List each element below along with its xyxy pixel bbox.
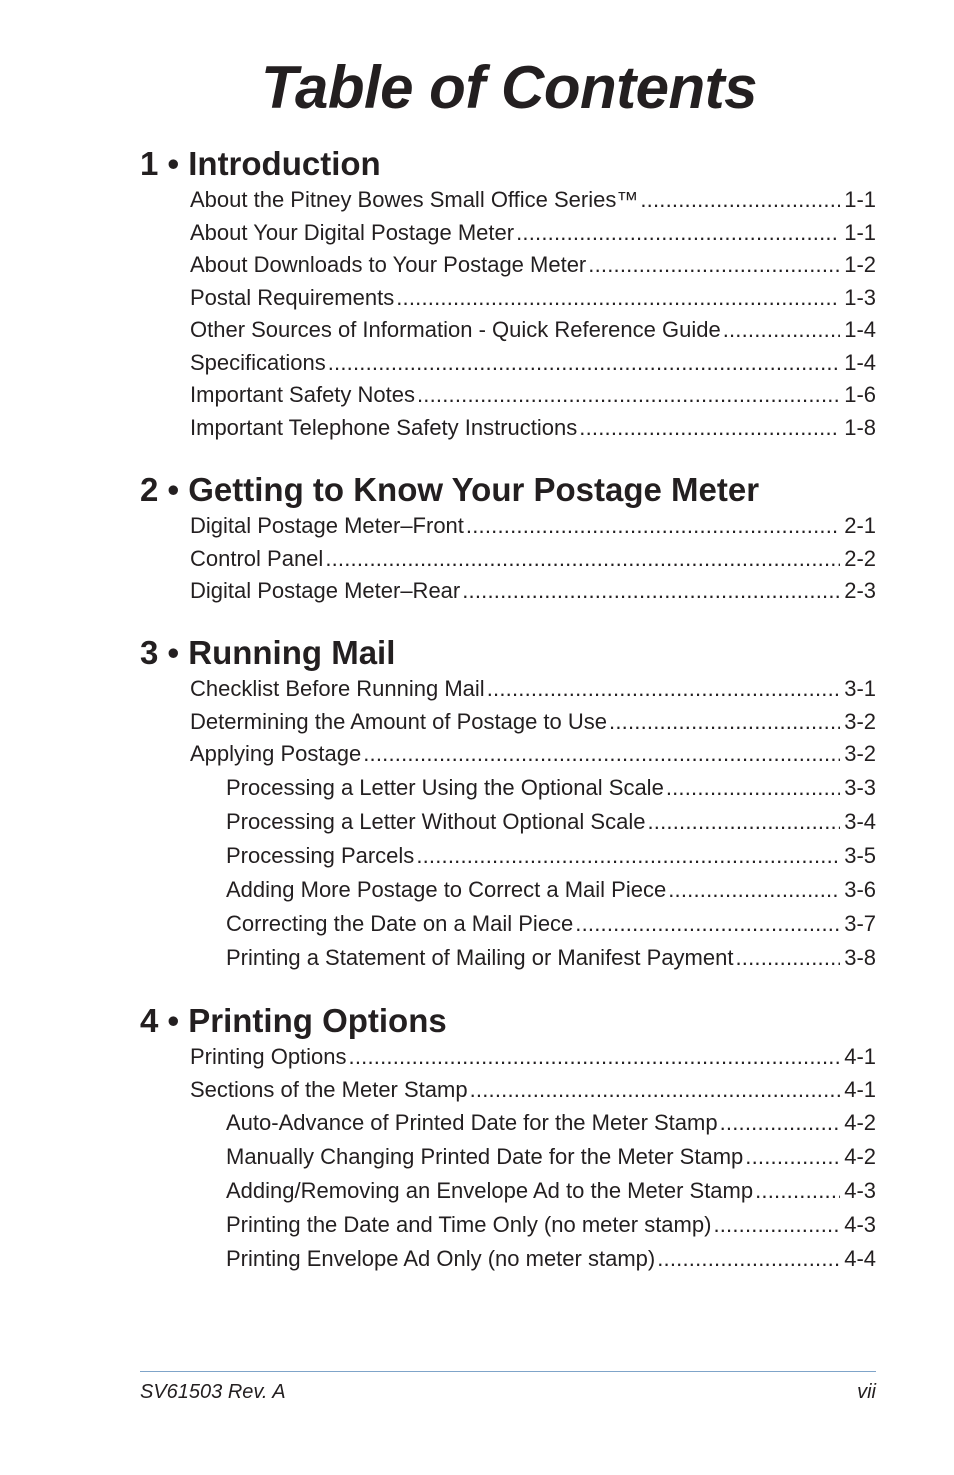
entry-label: Postal Requirements bbox=[190, 284, 395, 310]
dot-leader bbox=[723, 314, 841, 347]
toc-subentry[interactable] bbox=[140, 907, 876, 941]
section-heading: 2 • Getting to Know Your Postage Meter bbox=[140, 471, 760, 508]
entry-page-number: 1-4 bbox=[844, 349, 876, 375]
dot-leader bbox=[466, 510, 840, 543]
entry-page-number: 1-1 bbox=[844, 219, 876, 245]
toc-entry[interactable] bbox=[140, 412, 876, 445]
entry-page-number: 1-8 bbox=[844, 414, 876, 440]
entry-page-number: 4-3 bbox=[844, 1212, 876, 1237]
toc-entry[interactable] bbox=[140, 575, 876, 608]
entry-page-number: 2-2 bbox=[844, 545, 876, 571]
entry-page-number: 1-1 bbox=[844, 187, 876, 212]
toc-entry[interactable] bbox=[140, 706, 876, 739]
entry-page-number: 4-1 bbox=[844, 1076, 876, 1102]
toc-entry[interactable] bbox=[140, 543, 876, 576]
entry-page-number: 3-4 bbox=[844, 808, 876, 834]
dot-leader bbox=[713, 1208, 840, 1242]
entry-page-number: 2-1 bbox=[844, 513, 876, 538]
dot-leader bbox=[575, 907, 840, 941]
entry-page-number: 4-1 bbox=[844, 1044, 876, 1069]
toc-list bbox=[140, 673, 876, 975]
dot-leader bbox=[328, 347, 840, 380]
dot-leader bbox=[396, 282, 840, 315]
toc-subentry[interactable] bbox=[140, 805, 876, 839]
toc-subentry[interactable] bbox=[140, 1174, 876, 1208]
toc-list bbox=[140, 184, 876, 444]
dot-leader bbox=[609, 706, 840, 739]
entry-page-number: 4-2 bbox=[844, 1144, 876, 1169]
dot-leader bbox=[735, 941, 840, 975]
entry-label: Manually Changing Printed Date for the Meter Stamp bbox=[226, 1144, 744, 1169]
toc-subentry[interactable] bbox=[140, 839, 876, 873]
entry-page-number: 1-4 bbox=[844, 317, 876, 342]
entry-label: Processing a Letter Using the Optional Scale bbox=[226, 774, 664, 800]
dot-leader bbox=[745, 1140, 840, 1174]
toc-subentry[interactable] bbox=[140, 1140, 876, 1174]
toc-entry[interactable] bbox=[140, 184, 876, 217]
entry-label: Determining the Amount of Postage to Use bbox=[190, 708, 608, 734]
entry-label: Correcting the Date on a Mail Piece bbox=[226, 910, 574, 936]
entry-label: Important Telephone Safety Instructions bbox=[190, 414, 578, 440]
entry-label: Important Safety Notes bbox=[190, 382, 415, 407]
toc-entry[interactable] bbox=[140, 217, 876, 250]
toc-entry[interactable] bbox=[140, 314, 876, 347]
toc-subentry[interactable] bbox=[140, 1208, 876, 1242]
toc-section-printing-options bbox=[140, 1001, 876, 1276]
toc-entry[interactable] bbox=[140, 1041, 876, 1074]
entry-label: Control Panel bbox=[190, 545, 324, 571]
entry-page-number: 3-7 bbox=[844, 910, 876, 936]
entry-label: Digital Postage Meter–Rear bbox=[190, 578, 461, 603]
toc-entry[interactable] bbox=[140, 282, 876, 315]
entry-label: About the Pitney Bowes Small Office Series™ bbox=[190, 187, 639, 212]
entry-page-number: 1-2 bbox=[844, 252, 876, 277]
entry-label: Other Sources of Information - Quick Reference Guide bbox=[190, 317, 721, 342]
entry-label: Digital Postage Meter–Front bbox=[190, 513, 464, 538]
dot-leader bbox=[516, 217, 840, 250]
toc-subentry[interactable] bbox=[140, 1242, 876, 1276]
entry-page-number: 1-6 bbox=[844, 382, 876, 407]
toc-entry[interactable] bbox=[140, 249, 876, 282]
toc-entry[interactable] bbox=[140, 1074, 876, 1107]
entry-page-number: 2-3 bbox=[844, 578, 876, 603]
section-heading: 4 • Printing Options bbox=[140, 1002, 447, 1039]
entry-label: Printing a Statement of Mailing or Manifest Payment bbox=[226, 944, 734, 970]
dot-leader bbox=[588, 249, 840, 282]
entry-label: About Downloads to Your Postage Meter bbox=[190, 252, 587, 277]
footer-document-id: SV61503 Rev. A bbox=[140, 1381, 286, 1403]
toc-subentry[interactable] bbox=[140, 941, 876, 975]
dot-leader bbox=[668, 873, 840, 907]
entry-page-number: 4-4 bbox=[844, 1246, 876, 1271]
toc-subentry[interactable] bbox=[140, 1106, 876, 1140]
toc-subentry[interactable] bbox=[140, 771, 876, 805]
toc-entry[interactable] bbox=[140, 673, 876, 706]
dot-leader bbox=[755, 1174, 840, 1208]
entry-label: Sections of the Meter Stamp bbox=[190, 1076, 468, 1102]
toc-entry[interactable] bbox=[140, 738, 876, 771]
toc-entry[interactable] bbox=[140, 379, 876, 412]
page-title: Table of Contents bbox=[261, 54, 757, 121]
toc-entry[interactable] bbox=[140, 510, 876, 543]
toc-section-introduction bbox=[140, 144, 876, 444]
dot-leader bbox=[579, 412, 840, 445]
dot-leader bbox=[720, 1106, 841, 1140]
dot-leader bbox=[417, 379, 840, 412]
entry-page-number: 3-2 bbox=[844, 708, 876, 734]
dot-leader bbox=[666, 771, 840, 805]
entry-label: Specifications bbox=[190, 349, 326, 375]
entry-label: Adding/Removing an Envelope Ad to the Meter Stamp bbox=[226, 1178, 754, 1203]
entry-label: Printing Options bbox=[190, 1044, 347, 1069]
entry-page-number: 3-3 bbox=[844, 774, 876, 800]
section-heading: 3 • Running Mail bbox=[140, 634, 396, 671]
entry-label: Printing Envelope Ad Only (no meter stamp) bbox=[226, 1246, 656, 1271]
dot-leader bbox=[363, 738, 840, 771]
entry-page-number: 4-3 bbox=[844, 1178, 876, 1203]
dot-leader bbox=[640, 184, 840, 217]
entry-label: Applying Postage bbox=[190, 741, 362, 766]
dot-leader bbox=[470, 1074, 841, 1107]
entry-label: Adding More Postage to Correct a Mail Piece bbox=[226, 876, 667, 902]
dot-leader bbox=[349, 1041, 841, 1074]
entry-label: Processing a Letter Without Optional Scale bbox=[226, 808, 646, 834]
entry-label: Processing Parcels bbox=[226, 842, 415, 868]
entry-page-number: 3-2 bbox=[844, 741, 876, 766]
dot-leader bbox=[325, 543, 840, 576]
toc-list bbox=[140, 1041, 876, 1276]
footer-page-number: vii bbox=[857, 1381, 876, 1403]
dot-leader bbox=[416, 839, 840, 873]
entry-page-number: 3-6 bbox=[844, 876, 876, 902]
entry-label: Auto-Advance of Printed Date for the Meter Stamp bbox=[226, 1110, 718, 1135]
dot-leader bbox=[657, 1242, 840, 1276]
entry-label: About Your Digital Postage Meter bbox=[190, 219, 515, 245]
entry-label: Checklist Before Running Mail bbox=[190, 676, 485, 701]
toc-entry[interactable] bbox=[140, 347, 876, 380]
section-heading: 1 • Introduction bbox=[140, 145, 381, 182]
entry-page-number: 3-5 bbox=[844, 842, 876, 868]
entry-page-number: 4-2 bbox=[844, 1110, 876, 1135]
entry-label: Printing the Date and Time Only (no meter stamp) bbox=[226, 1212, 712, 1237]
dot-leader bbox=[487, 673, 841, 706]
entry-page-number: 1-3 bbox=[844, 284, 876, 310]
toc-section-running-mail bbox=[140, 633, 876, 975]
dot-leader bbox=[462, 575, 840, 608]
dot-leader bbox=[647, 805, 840, 839]
entry-page-number: 3-1 bbox=[844, 676, 876, 701]
toc-section-getting-to-know bbox=[140, 470, 876, 608]
toc-subentry[interactable] bbox=[140, 873, 876, 907]
footer-divider bbox=[140, 1371, 876, 1372]
toc-list bbox=[140, 510, 876, 608]
entry-page-number: 3-8 bbox=[844, 944, 876, 970]
